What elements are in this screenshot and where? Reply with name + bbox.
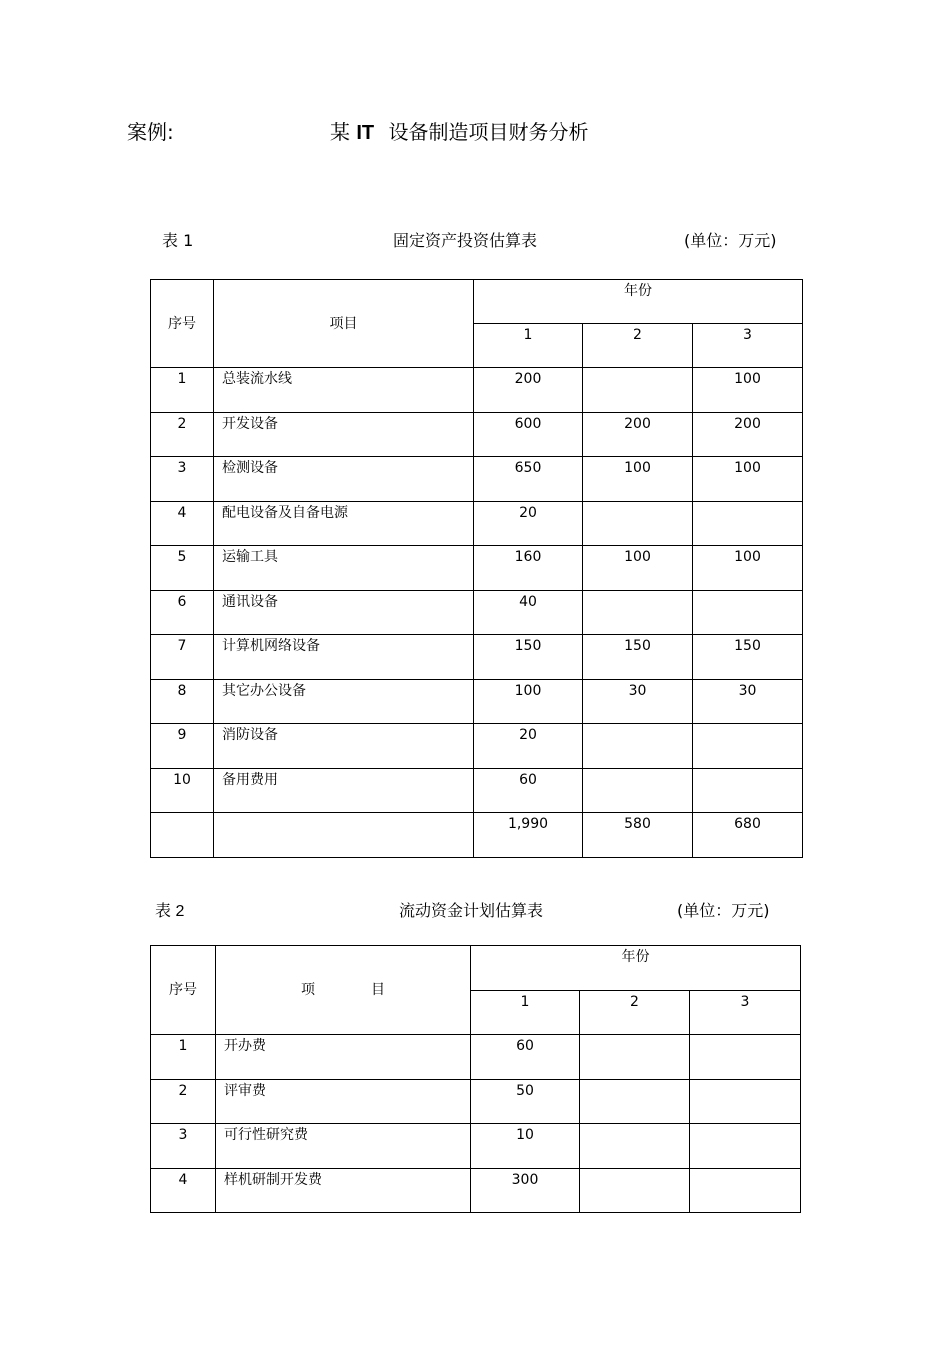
title-it: IT: [356, 122, 375, 144]
row-seq: [151, 813, 214, 858]
header-year-1: 1: [471, 991, 580, 1035]
working-capital-table: [150, 945, 801, 1213]
row-year1: 200: [474, 368, 583, 413]
row-year1: 50: [471, 1079, 580, 1124]
row-seq: 4: [151, 501, 214, 546]
header-year: 年份: [474, 280, 803, 324]
table-row: [151, 590, 803, 635]
row-year3: 100: [693, 457, 803, 502]
row-seq: 1: [151, 368, 214, 413]
row-year3: 30: [693, 679, 803, 724]
header-year-2: 2: [580, 991, 690, 1035]
row-year1: 60: [474, 768, 583, 813]
row-year3: [690, 1168, 801, 1213]
table1-unit: (单位：万元): [684, 231, 777, 250]
row-item: 评审费: [216, 1079, 471, 1124]
row-seq: 10: [151, 768, 214, 813]
table-row: [151, 457, 803, 502]
row-year3: [693, 590, 803, 635]
row-year1: 650: [474, 457, 583, 502]
row-seq: 4: [151, 1168, 216, 1213]
row-year2: 150: [583, 635, 693, 680]
row-year1: 300: [471, 1168, 580, 1213]
row-year2: 100: [583, 457, 693, 502]
row-item: 可行性研究费: [216, 1124, 471, 1169]
row-year2: 100: [583, 546, 693, 591]
row-seq: 7: [151, 635, 214, 680]
row-year2: [583, 768, 693, 813]
table-row: [151, 1168, 801, 1213]
row-year3: [693, 501, 803, 546]
row-year2: [583, 501, 693, 546]
table-row: [151, 1124, 801, 1169]
table1-label: 表 1: [162, 231, 194, 250]
row-year3: 200: [693, 412, 803, 457]
table-row: [151, 679, 803, 724]
header-item: 项 目: [216, 946, 471, 1035]
row-seq: 2: [151, 412, 214, 457]
row-seq: 5: [151, 546, 214, 591]
header-seq: 序号: [151, 946, 216, 1035]
row-year1: 100: [474, 679, 583, 724]
row-year2: [583, 590, 693, 635]
header-year-1: 1: [474, 324, 583, 368]
title-suffix: 设备制造项目财务分析: [388, 120, 589, 144]
row-year2: 30: [583, 679, 693, 724]
table2-title: 流动资金计划估算表: [399, 901, 544, 920]
row-item: 配电设备及自备电源: [214, 501, 474, 546]
row-year3: 150: [693, 635, 803, 680]
row-item: [214, 813, 474, 858]
row-year3: 100: [693, 368, 803, 413]
row-seq: 3: [151, 457, 214, 502]
table2-label-text: 表 2: [155, 903, 185, 920]
row-year1: 60: [471, 1035, 580, 1080]
table1-body: [151, 368, 803, 858]
row-year2: [583, 724, 693, 769]
row-item: 备用费用: [214, 768, 474, 813]
row-seq: 8: [151, 679, 214, 724]
row-seq: 2: [151, 1079, 216, 1124]
row-year3: [690, 1079, 801, 1124]
row-year3: [690, 1035, 801, 1080]
row-year3: 680: [693, 813, 803, 858]
row-year3: [693, 724, 803, 769]
row-item: 消防设备: [214, 724, 474, 769]
header-year-3: 3: [690, 991, 801, 1035]
row-item: 总装流水线: [214, 368, 474, 413]
title-prefix: 某: [330, 120, 350, 144]
row-year1: 10: [471, 1124, 580, 1169]
table-row: [151, 768, 803, 813]
row-year1: 600: [474, 412, 583, 457]
row-item: 计算机网络设备: [214, 635, 474, 680]
table2-body: [151, 1035, 801, 1213]
row-year2: 200: [583, 412, 693, 457]
table-row: [151, 813, 803, 858]
row-item: 样机研制开发费: [216, 1168, 471, 1213]
header-item: 项目: [214, 280, 474, 368]
row-year2: [580, 1168, 690, 1213]
table-row: [151, 412, 803, 457]
fixed-asset-table: [150, 279, 803, 858]
table-row: [151, 1079, 801, 1124]
row-year2: [580, 1035, 690, 1080]
table2-label: [155, 898, 184, 921]
row-seq: 9: [151, 724, 214, 769]
row-year3: 100: [693, 546, 803, 591]
header-seq: 序号: [151, 280, 214, 368]
table2-unit: (单位：万元): [677, 901, 770, 920]
header-year-2: 2: [583, 324, 693, 368]
row-item: 其它办公设备: [214, 679, 474, 724]
document-title: [330, 116, 589, 145]
row-year2: [580, 1124, 690, 1169]
row-year1: 160: [474, 546, 583, 591]
row-seq: 1: [151, 1035, 216, 1080]
row-year2: [583, 368, 693, 413]
table-row: [151, 546, 803, 591]
row-seq: 3: [151, 1124, 216, 1169]
table1-title: 固定资产投资估算表: [393, 231, 538, 250]
header-year: 年份: [471, 946, 801, 991]
row-year1: 20: [474, 724, 583, 769]
header-year-3: 3: [693, 324, 803, 368]
table-row: [151, 724, 803, 769]
row-year1: 20: [474, 501, 583, 546]
row-item: 通讯设备: [214, 590, 474, 635]
table-row: [151, 1035, 801, 1080]
case-label: 案例:: [127, 120, 174, 144]
table-row: [151, 501, 803, 546]
row-year3: [693, 768, 803, 813]
row-item: 开办费: [216, 1035, 471, 1080]
row-year1: 150: [474, 635, 583, 680]
table-row: [151, 635, 803, 680]
row-year2: 580: [583, 813, 693, 858]
row-year2: [580, 1079, 690, 1124]
row-seq: 6: [151, 590, 214, 635]
row-item: 检测设备: [214, 457, 474, 502]
row-item: 运输工具: [214, 546, 474, 591]
table-row: [151, 368, 803, 413]
row-year1: 1,990: [474, 813, 583, 858]
row-year1: 40: [474, 590, 583, 635]
row-item: 开发设备: [214, 412, 474, 457]
row-year3: [690, 1124, 801, 1169]
